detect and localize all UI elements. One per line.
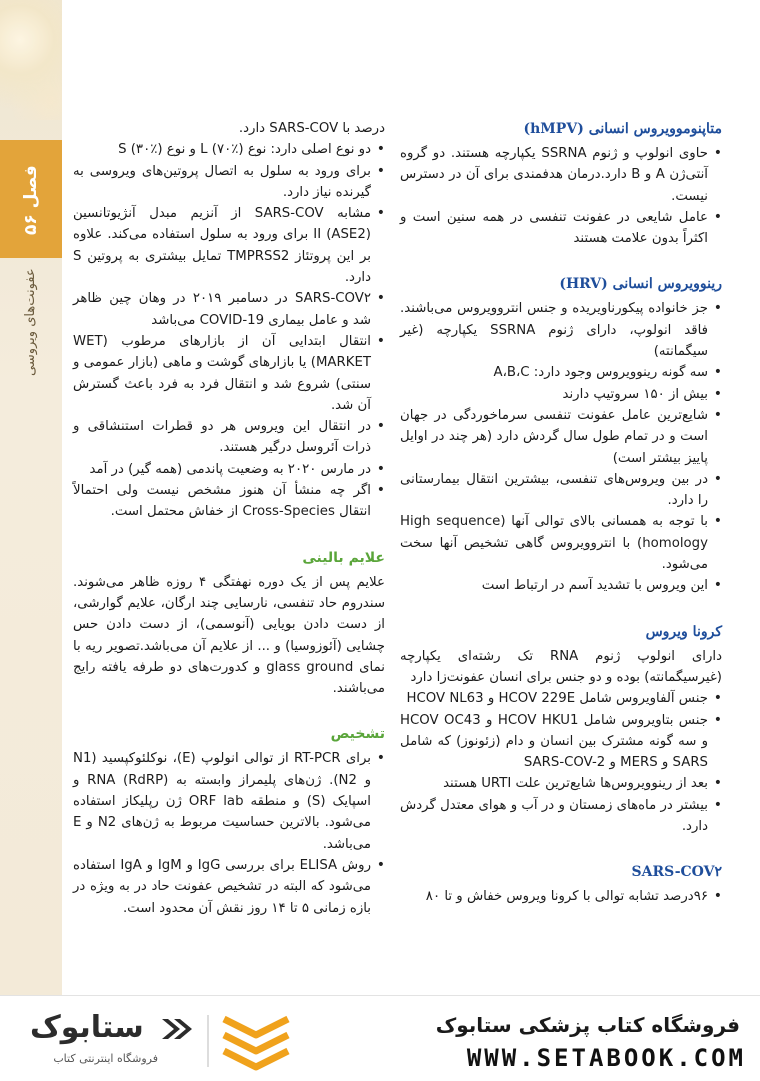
left-column [73, 118, 385, 919]
right-column [400, 118, 722, 908]
diagnosis-list [73, 748, 385, 918]
heading-hrv: رینوویروس انسانی (HRV) [559, 276, 722, 293]
corona-list [400, 688, 722, 837]
list-item: • سه گونه رینوویروس وجود دارد: A،B،C [400, 362, 722, 383]
list-item: • مشابه SARS-COV از آنزیم مبدل آنژیوتانسین (ASE2) II برای ورود به سلول استفاده می‌کند. علاوه بر این پروتئاز TMPRSS2 تمایل بیشتری به پروتین S دارد. [73, 203, 385, 288]
continued-text: درصد با SARS-COV دارد. [238, 121, 385, 136]
list-item: • SARS-COV۲ در دسامبر ۲۰۱۹ در وهان چین ظاهر شد و عامل بیماری COVID-19 می‌باشد [73, 288, 385, 331]
brand-name: ستابوک [30, 1010, 144, 1045]
list-item: • روش ELISA برای بررسی IgG و IgM و IgA استفاده می‌شود که البته در تشخیص عفونت حاد در به ویژه در بازه زمانی ۵ تا ۱۴ روز نقش آن محدود است. [73, 855, 385, 919]
decorative-sparkle [0, 0, 62, 120]
list-item: • بیشتر در ماه‌های زمستان و در آب و هوای معتدل گردش دارد. [400, 795, 722, 838]
list-item: • در انتقال این ویروس هر دو قطرات استنشاقی و ذرات آئروسل درگیر هستند. [73, 416, 385, 459]
list-item: • عامل شایعی در عفونت تنفسی در همه سنین است و اکثراً بدون علامت هستند [400, 207, 722, 250]
brand-tagline: فروشگاه اینترنتی کتاب [53, 1052, 158, 1065]
list-item: • اگر چه منشأ آن هنوز مشخص نیست ولی احتمالاً انتقال Cross-Species از خفاش محتمل است. [73, 480, 385, 523]
list-item: • جز خانواده پیکورناویریده و جنس انتروویروس می‌باشند. فاقد انولوپ، دارای ژنوم SSRNA یکپارچه (غیر سیگمانته) [400, 298, 722, 362]
list-item: • در مارس ۲۰۲۰ به وضعیت پاندمی (همه گیر) در آمد [73, 459, 385, 480]
shop-name: فروشگاه کتاب پزشکی ستابوک [435, 1013, 740, 1037]
hmpv-list [400, 143, 722, 249]
list-item: • با توجه به همسانی بالای توالی آنها (High sequence homology) با انتروویروس گاهی تشخیص آنها سخت می‌شود. [400, 511, 722, 575]
list-item: • حاوی انولوپ و ژنوم SSRNA یکپارچه هستند. دو گروه آنتی‌ژن A و B دارد.درمان هدفمندی برای آن در دسترس نیست. [400, 143, 722, 207]
clinical-signs-text: علایم پس از یک دوره نهفتگی ۴ روزه ظاهر می‌شوند. سندروم حاد تنفسی، نارسایی چند ارگان، علایم گوارشی، از دست دادن بویایی (آنوسمی)، از دست دادن حس چشایی (آئوزوسیا) و ... از علایم آن می‌باشد.تصویر ریه با نمای glass ground و کدورت‌های دو طرفه یافته رایج می‌باشند. [73, 574, 385, 697]
hrv-list [400, 298, 722, 596]
list-item: • بیش از ۱۵۰ سروتیپ دارند [400, 384, 722, 405]
shop-url[interactable]: WWW.SETABOOK.COM [466, 1044, 746, 1072]
list-item: • شایع‌ترین عامل عفونت تنفسی سرماخوردگی در جهان است و در تمام طول سال گردش دارد (هر چند در اوایل پاییز بیشتر است) [400, 405, 722, 469]
heading-corona: کرونا ویروس [645, 623, 722, 640]
corona-intro: دارای انولوپ ژنوم RNA تک رشته‌ای یکپارچه (غیرسیگمانته) بوده و دو جنس برای انسان عفونت‌زا دارد [400, 648, 723, 685]
sarscov2-list [400, 886, 722, 907]
list-item: • جنس بتاویروس شامل HCOV HKU1 و HCOV OC43 و سه گونه مشترک بین انسان و دام (زئونوز) که شامل SARS و MERS و SARS-COV-2 [400, 710, 722, 774]
chapter-label: فصل ۵۶ [21, 165, 41, 235]
list-item: • برای RT-PCR از توالی انولوپ (E)، نوکلئوکپسید (N1 و N2). ژن‌های پلیمراز وابسته به RNA (RdRP) و اسپایک (S) و منطقه ORF lab ژن رپلیکاز استفاده می‌شود. بالاترین حساسیت مربوط به ژن‌های N2 و E می‌باشد. [73, 748, 385, 854]
heading-sarscov2: SARS-COV۲ [631, 864, 722, 881]
list-item: • این ویروس با تشدید آسم در ارتباط است [400, 575, 722, 596]
list-item: • بعد از رینوویروس‌ها شایع‌ترین علت URTI هستند [400, 773, 722, 794]
list-item: • انتقال ابتدایی آن از بازارهای مرطوب (WET MARKET) یا بازارهای گوشت و ماهی (بازار عمومی و سنتی) شروع شد و انتقال فرد به فرد باعث گسترش آن شد. [73, 331, 385, 416]
sars-details-list [73, 139, 385, 522]
list-item: • دو نوع اصلی دارد: نوع L (۷۰٪) و نوع S (۳۰٪) [73, 139, 385, 160]
heading-diagnosis: تشخیص [330, 726, 385, 743]
chapter-subtitle: عفونت‌های ویروسی [23, 268, 38, 376]
list-item: • برای ورود به سلول به اتصال پروتین‌های ویروسی به گیرنده نیاز دارد. [73, 161, 385, 204]
heading-clinical-signs: علایم بالینی [302, 549, 385, 566]
list-item: • در بین ویروس‌های تنفسی، بیشترین انتقال بیمارستانی را دارد. [400, 469, 722, 512]
list-item: • جنس آلفاویروس شامل HCOV 229E و HCOV NL63 [400, 688, 722, 709]
heading-hmpv: متاپنوموویروس انسانی (hMPV) [523, 121, 722, 137]
list-item: • ۹۶درصد تشابه توالی با کرونا ویروس خفاش و تا ۸۰ [400, 886, 722, 907]
